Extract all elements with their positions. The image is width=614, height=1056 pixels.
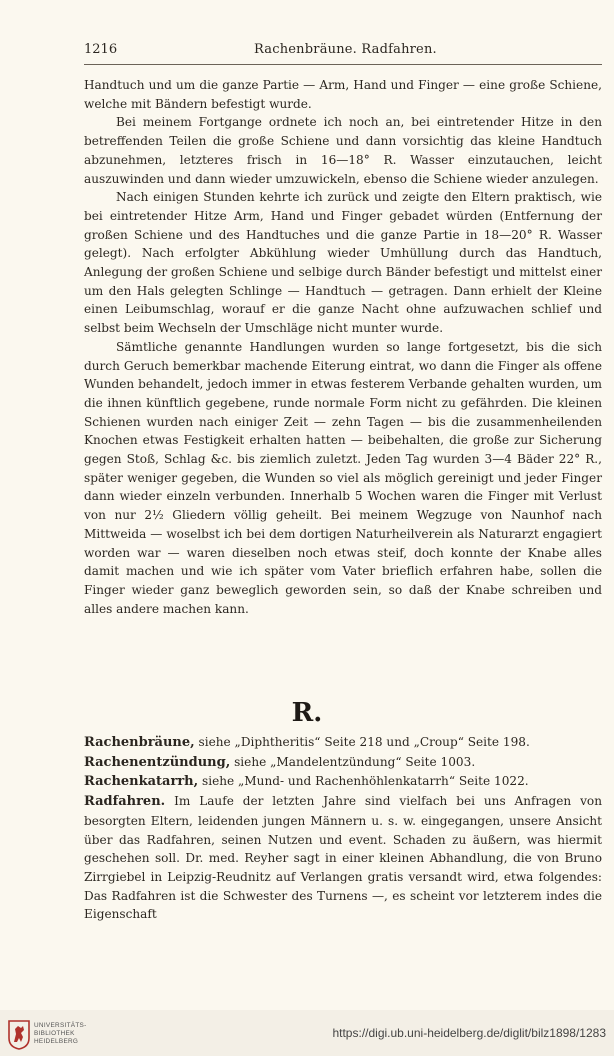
page-number: 1216 [84, 42, 118, 57]
entry-text: Im Laufe der letzten Jahre sind vielfach bei uns Anfragen von besorgten Eltern, leidenden jungen Männern u. s. w. eingegangen, unsere Ansicht über das Radfahren, seinen Nutzen und event. Schaden zu äußern, was hiermit geschehen soll. Dr. med. Reyher sagt in einer kleinen Abhandlung, die von Bruno Zirrgiebel in Leipzig-Reudnitz auf Verlangen gratis versandt wird, etwa folgendes: Das Radfahren ist die Schwester des Turnens —, es scheint vor letzterem indes die Eigenschaft [84, 794, 602, 922]
header-rule [84, 64, 602, 65]
dictionary-entries [84, 733, 602, 924]
section-letter: R. [291, 698, 323, 728]
page-header [84, 42, 604, 64]
entry-headword: Rachenentzündung, [84, 754, 231, 770]
footer [0, 1010, 614, 1056]
library-name-line: HEIDELBERG [34, 1038, 79, 1045]
paragraph: Sämtliche genannte Handlungen wurden so lange fortgesetzt, bis die sich durch Geruch bemerkbar machende Eiterung eintrat, wo dann die Finger als offene Wunden behandelt, jedoch immer in etwas festerem Verbande gehalten wurden, um die ihnen künftlich gegebene, runde normale Form nicht zu gefährden. Die kleinen Schienen wurden nach einiger Zeit — zehn Tagen — bis die zusammenheilenden Knochen etwas Festigkeit erhalten hatten — beibehalten, die große zur Sicherung gegen Stoß, Schlag &c. bis ziemlich zuletzt. Jeden Tag wurden 3—4 Bäder 22° R., später weniger gegeben, die Wunden so viel als möglich gereinigt und jeder Finger dann wieder einzeln verbunden. Innerhalb 5 Wochen waren die Finger mit Verlust von nur 2½ Gliedern völlig geheilt. Bei meinem Wegzuge von Naunhof nach Mittweida — woselbst ich bei dem dortigen Naturheilverein als Naturarzt engagiert worden war — waren dieselben noch etwas steif, doch konnte der Knabe alles damit machen und wie ich später vom Vater brieflich erfahren habe, sollen die Finger wieder ganz beweglich geworden sein, so daß der Knabe schreiben und alles andere machen kann. [84, 339, 602, 616]
entry [84, 753, 602, 773]
heidelberg-lion-icon[interactable] [8, 1020, 30, 1050]
entry [84, 772, 602, 792]
library-name [34, 1022, 87, 1046]
entry [84, 733, 602, 753]
entry-text: siehe „Diphtheritis“ Seite 218 und „Croup“ Seite 198. [194, 735, 530, 749]
source-url-link[interactable]: https://digi.ub.uni-heidelberg.de/diglit/bilz1898/1283 [332, 1026, 606, 1040]
entry-headword: Radfahren. [84, 794, 166, 810]
library-name-line: UNIVERSITÄTS- [34, 1022, 87, 1029]
paragraph: Nach einigen Stunden kehrte ich zurück und zeigte den Eltern praktisch, wie bei eintretender Hitze Arm, Hand und Finger gebadet würden (Entfernung der großen Schiene und des Handtuches und die ganze Partie in 18—20° R. Wasser gelegt). Nach erfolgter Abkühlung wieder Umhüllung durch das Handtuch, Anlegung der großen Schiene und selbige durch Bänder befestigt und mittelst einer um den Hals gelegten Schlinge — Handtuch — getragen. Dann erhielt der Kleine einen Leibumschlag, worauf er die ganze Nacht ohne aufzuwachen schlief und selbst beim Wechseln der Umschläge nicht munter wurde. [84, 190, 603, 336]
entry-headword: Rachenbräune, [84, 735, 195, 750]
body-text [84, 76, 602, 618]
running-title: Rachenbräune. Radfahren. [254, 42, 437, 57]
library-name-line: BIBLIOTHEK [34, 1030, 75, 1037]
paragraph: Bei meinem Fortgange ordnete ich noch an, bei eintretender Hitze in den betreffenden Teilen die große Schiene und dann vorsichtig das kleine Handtuch abzunehmen, letzteres frisch in 16—18° R. Wasser einzutauchen, leicht auszuwinden und dann wieder umzuwickeln, ebenso die Schiene wieder anzulegen. [84, 115, 602, 186]
paragraph: Handtuch und um die ganze Partie — Arm, Hand und Finger — eine große Schiene, welche mit Bändern befestigt wurde. [84, 78, 602, 111]
entry-text: siehe „Mandelentzündung“ Seite 1003. [230, 754, 476, 769]
entry [84, 792, 602, 924]
entry-text: siehe „Mund- und Rachenhöhlenkatarrh“ Seite 1022. [198, 774, 529, 789]
entry-headword: Rachenkatarrh, [84, 774, 199, 790]
